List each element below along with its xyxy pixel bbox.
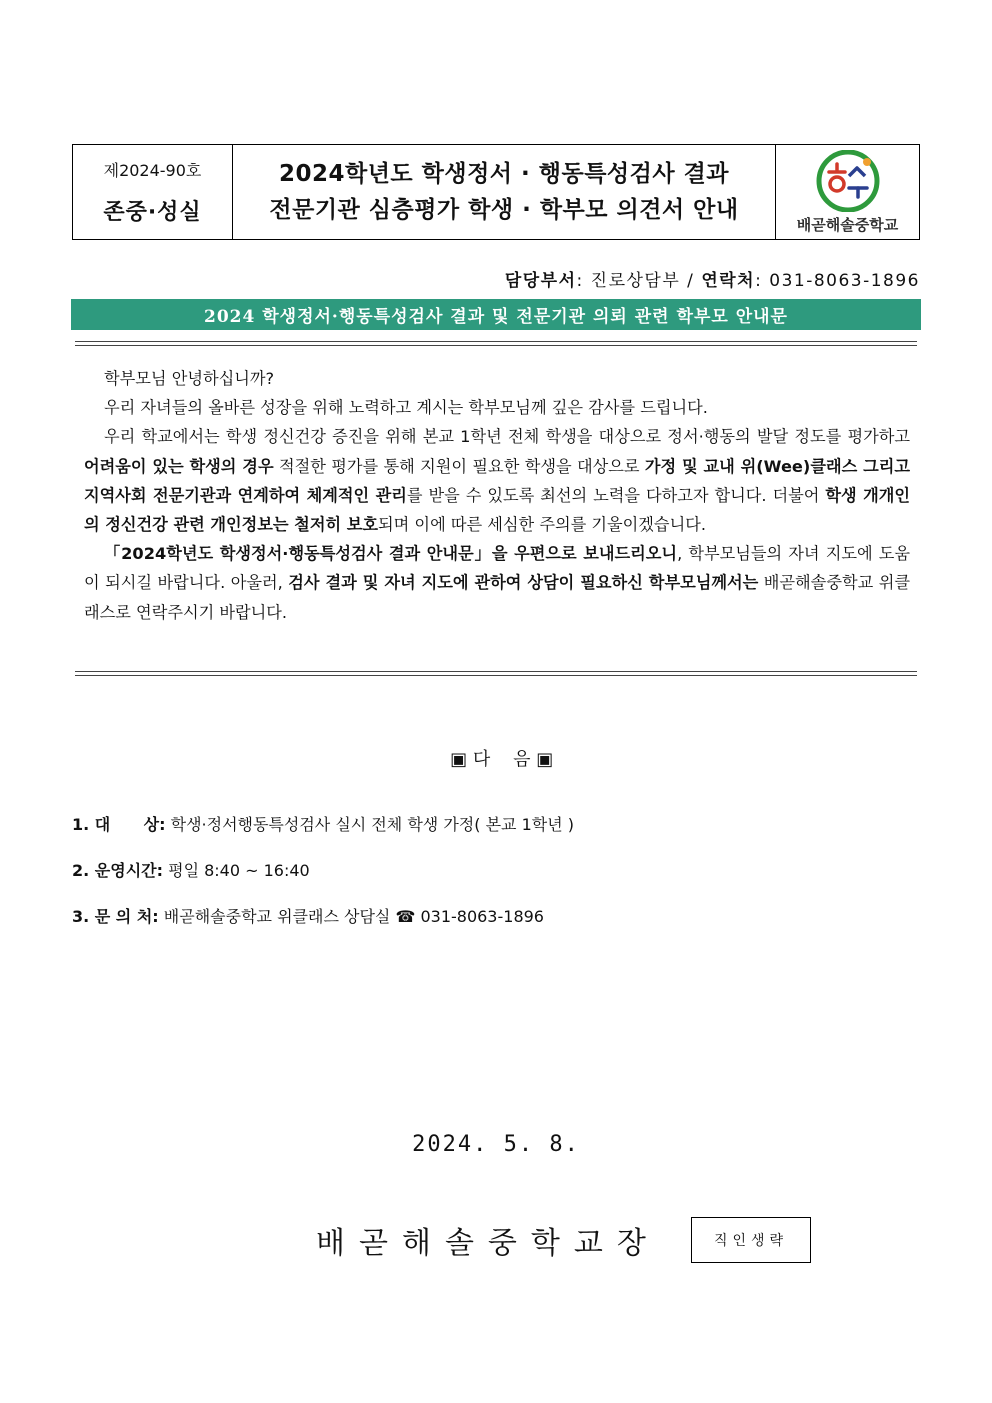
document-number: 제2024-90호 bbox=[103, 161, 202, 180]
document-header bbox=[72, 144, 920, 240]
body-text-1: , 학부모님들의 자녀 지도에 도움이 되시길 바랍니다. 아울러, bbox=[84, 544, 911, 593]
letter-greeting: 학부모님 안녕하십니까? bbox=[104, 369, 275, 388]
emphasis-text-3: 가정 및 교내 위(Wee)클래스 그리고 지역사회 전문기관과 연계하여 체계적인 관리 bbox=[84, 456, 910, 505]
item-target bbox=[72, 812, 574, 835]
phone-value: 031-8063-1896 bbox=[769, 271, 920, 291]
dept-label: 담당부서 bbox=[504, 271, 577, 291]
emphasis-text-0: 「2024학년도 학생정서·행동특성검사 결과 안내문」을 우편으로 보내드리오니 bbox=[104, 544, 678, 564]
title-line-1: 2024학년도 학생정서 · 행동특성검사 결과 bbox=[278, 161, 730, 187]
item-hours bbox=[72, 858, 310, 881]
letter-paragraph-2 bbox=[84, 422, 910, 539]
body-text-0: 우리 학교에서는 학생 정신건강 증진을 위해 본교 1학년 전체 학생을 대상으로 정서·행동의 발달 정도를 평가하고 bbox=[104, 427, 910, 447]
emphasis-text-5: 학생 개개인의 정신건강 관련 개인정보는 철저히 보호 bbox=[84, 485, 910, 535]
document-date: 2024. 5. 8. bbox=[412, 1132, 580, 1157]
item-inquiry-value: 배곧해솔중학교 위클래스 상담실 ☎ 031-8063-1896 bbox=[163, 907, 544, 926]
logo-school-name: 배곧해솔중학교 bbox=[796, 215, 899, 234]
item-hours-value: 평일 8:40 ~ 16:40 bbox=[168, 861, 310, 880]
letter-paragraph-3 bbox=[84, 539, 910, 627]
item-inquiry-label: 3. 문 의 처: bbox=[72, 907, 159, 926]
school-logo-icon bbox=[815, 150, 881, 212]
letter-paragraph-1: 우리 자녀들의 올바른 성장을 위해 노력하고 계시는 학부모님께 깊은 감사를 드립니다. bbox=[104, 398, 708, 418]
body-text-4: 를 받을 수 있도록 최선의 노력을 다하고자 합니다. 더불어 bbox=[406, 485, 826, 505]
header-left-cell bbox=[73, 145, 233, 239]
item-hours-label: 2. 운영시간: bbox=[72, 861, 164, 880]
header-title-cell bbox=[233, 145, 776, 239]
emphasis-text-2: 검사 결과 및 자녀 지도에 관하여 상담이 필요하신 학부모님께서는 bbox=[288, 573, 759, 593]
notice-heading: ▣ 다 음 ▣ bbox=[450, 749, 554, 770]
dept-value: 진로상담부 bbox=[590, 271, 681, 291]
principal-signature: 배곧해솔중학교장 bbox=[316, 1226, 660, 1261]
title-line-2: 전문기관 심층평가 학생 · 학부모 의견서 안내 bbox=[269, 197, 739, 223]
header-logo-cell bbox=[776, 145, 919, 239]
emphasis-text-1: 어려움이 있는 학생의 경우 bbox=[84, 456, 274, 476]
seal-omitted-box bbox=[691, 1217, 811, 1263]
school-motto: 존중·성실 bbox=[103, 200, 202, 225]
body-text-3: 배곧해솔중학교 위클래스로 연락주시기 바랍니다. bbox=[84, 573, 910, 622]
item-target-label: 1. 대 상: bbox=[72, 815, 166, 834]
divider-top bbox=[75, 341, 917, 346]
notice-banner bbox=[71, 299, 921, 330]
item-target-value: 학생·정서행동특성검사 실시 전체 학생 가정( 본교 1학년 ) bbox=[170, 815, 574, 834]
body-text-2: 적절한 평가를 통해 지원이 필요한 학생을 대상으로 bbox=[273, 456, 645, 476]
contact-line: 담당부서: 진로상담부 / 연락처: 031-8063-1896 bbox=[504, 271, 920, 291]
letter-body bbox=[84, 364, 910, 627]
divider-bottom bbox=[75, 671, 917, 676]
phone-label: 연락처 bbox=[701, 271, 756, 291]
item-inquiry bbox=[72, 904, 544, 927]
seal-text: 직인생략 bbox=[713, 1233, 789, 1249]
banner-text: 2024 학생정서·행동특성검사 결과 및 전문기관 의뢰 관련 학부모 안내문 bbox=[204, 307, 788, 327]
body-text-6: 되며 이에 따른 세심한 주의를 기울이겠습니다. bbox=[378, 515, 706, 535]
